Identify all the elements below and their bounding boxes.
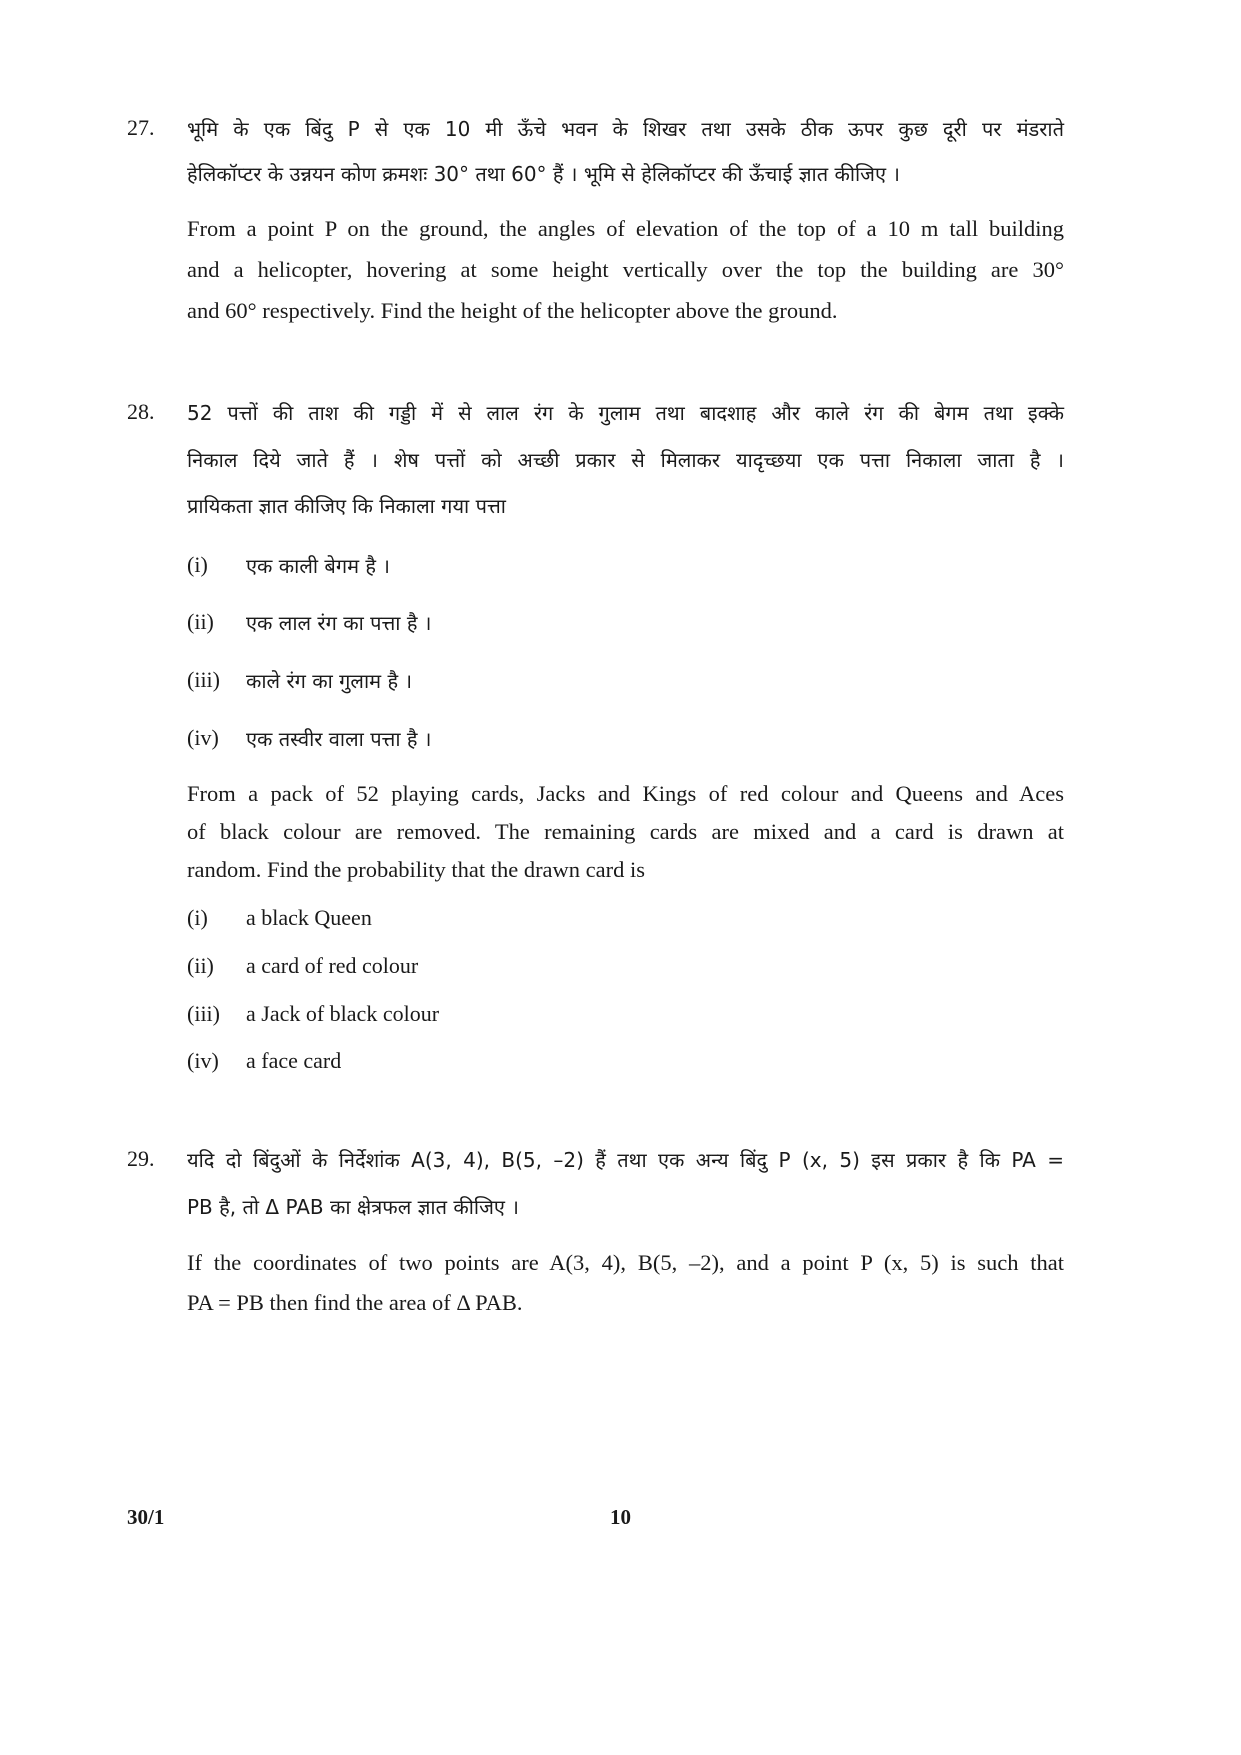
option-text: एक काली बेगम है । [246,554,390,578]
english-line: From a point P on the ground, the angles of elevation of the top of a 10 m tall building [187,216,1064,241]
option-text: काले रंग का गुलाम है । [246,669,413,693]
english-line: and a helicopter, hovering at some height vertically over the top the building are 30° [187,257,1064,282]
option-text: a black Queen [246,905,372,930]
option-label: (iv) [187,725,219,750]
hindi-line: निकाल दिये जाते हैं । शेष पत्तों को अच्छी प्रकार से मिलाकर यादृच्छया एक पत्ता निकाला जाता है । [187,448,1064,472]
hindi-line: प्रायिकता ज्ञात कीजिए कि निकाला गया पत्ता [187,494,506,518]
english-line: and 60° respectively. Find the height of the helicopter above the ground. [187,298,838,323]
hindi-line: भूमि के एक बिंदु P से एक 10 मी ऊँचे भवन के शिखर तथा उसके ठीक ऊपर कुछ दूरी पर मंडराते [187,117,1064,141]
page-number: 10 [610,1505,631,1529]
option-label: (iv) [187,1048,219,1073]
option-label: (ii) [187,609,214,634]
paper-code: 30/1 [127,1505,165,1529]
hindi-line: PB है, तो Δ PAB का क्षेत्रफल ज्ञात कीजिए । [187,1195,519,1219]
english-line: If the coordinates of two points are A(3, 4), B(5, –2), and a point P (x, 5) is such that [187,1250,1064,1275]
option-label: (iii) [187,1001,220,1026]
english-line: random. Find the probability that the drawn card is [187,857,646,882]
hindi-line: 52 पत्तों की ताश की गड्डी में से लाल रंग के गुलाम तथा बादशाह और काले रंग की बेगम तथा इक्के [187,401,1064,425]
english-line: PA = PB then find the area of Δ PAB. [187,1290,523,1315]
option-label: (iii) [187,667,220,692]
option-text: एक तस्वीर वाला पत्ता है । [246,727,432,751]
english-line: From a pack of 52 playing cards, Jacks and Kings of red colour and Queens and Aces [187,781,1064,806]
option-label: (i) [187,552,208,577]
english-line: of black colour are removed. The remaining cards are mixed and a card is drawn at [187,819,1064,844]
question-number: 27. [127,115,155,140]
question-number: 28. [127,399,155,424]
hindi-line: हेलिकॉप्टर के उन्नयन कोण क्रमशः 30° तथा 60° हैं । भूमि से हेलिकॉप्टर की ऊँचाई ज्ञात कीजिए । [187,162,901,186]
hindi-line: यदि दो बिंदुओं के निर्देशांक A(3, 4), B(5, –2) हैं तथा एक अन्य बिंदु P (x, 5) इस प्रकार है कि PA = [187,1148,1064,1172]
option-text: a Jack of black colour [246,1001,440,1026]
option-text: एक लाल रंग का पत्ता है । [246,611,432,635]
question-number: 29. [127,1146,155,1171]
option-label: (i) [187,905,208,930]
option-label: (ii) [187,953,214,978]
option-text: a card of red colour [246,953,419,978]
option-text: a face card [246,1048,342,1073]
